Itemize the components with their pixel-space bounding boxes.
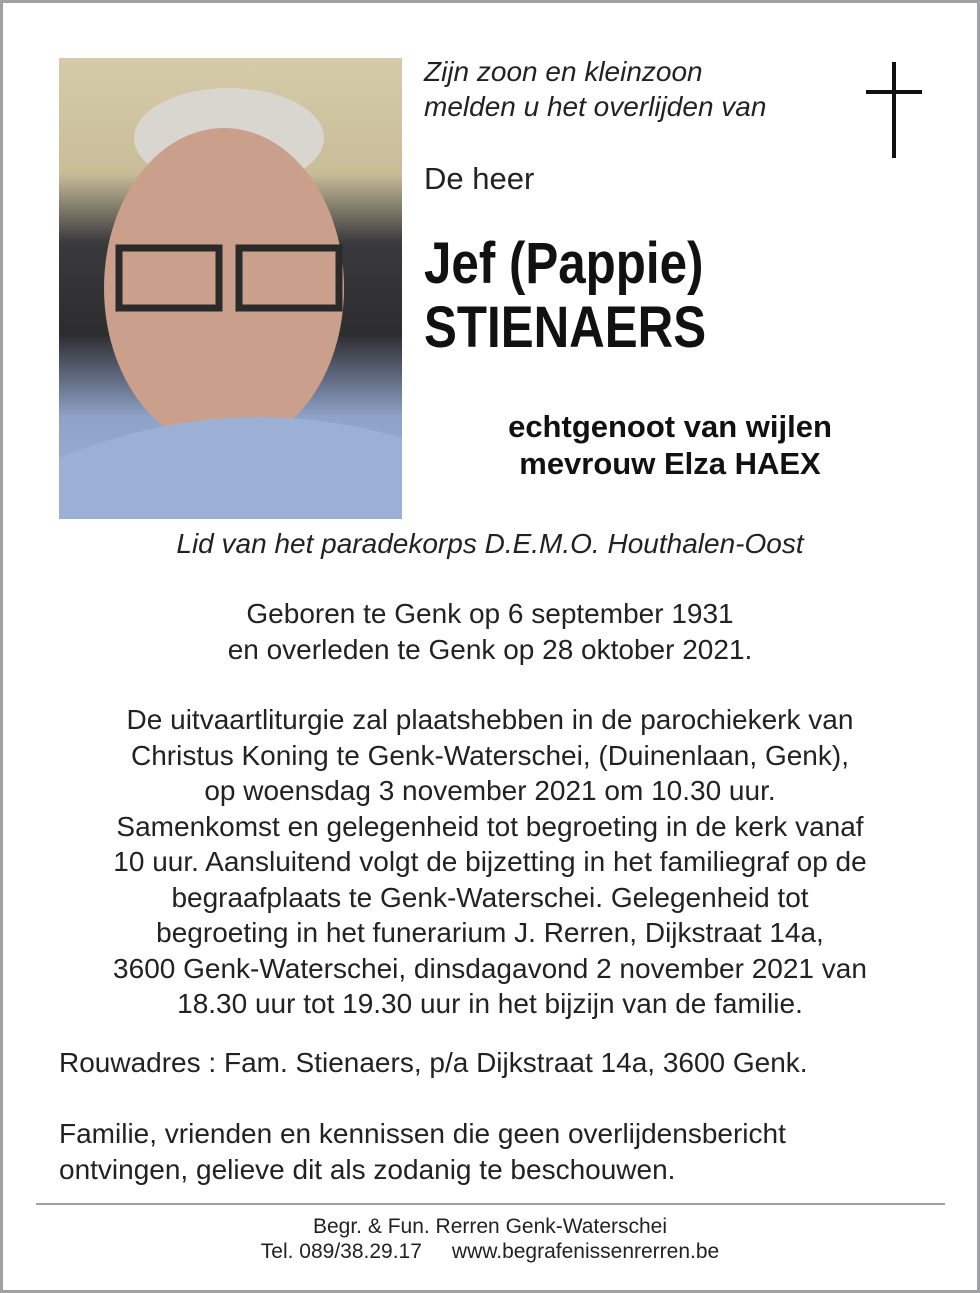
notice-line: Familie, vrienden en kennissen die geen overlijdensbericht [59, 1118, 786, 1149]
spouse-info [450, 408, 890, 482]
honorific: De heer [424, 161, 535, 196]
deceased-name [424, 232, 706, 360]
intro-line: Zijn zoon en kleinzoon [424, 56, 703, 87]
death-line: en overleden te Genk op 28 oktober 2021. [227, 633, 753, 665]
ceremony-line: op woensdag 3 november 2021 om 10.30 uur. [204, 775, 776, 806]
ceremony-line: begroeting in het funerarium J. Rerren, Dijkstraat 14a, [156, 917, 824, 948]
ceremony-line: Samenkomst en gelegenheid tot begroeting in de kerk vanaf [116, 810, 864, 842]
intro-text [424, 54, 766, 124]
spouse-line: mevrouw Elza HAEX [519, 446, 821, 481]
ceremony-line: begraafplaats te Genk-Waterschei. Gelegenheid tot [171, 881, 809, 913]
ceremony-details [40, 702, 940, 1022]
funeral-home-name: Begr. & Fun. Rerren Genk-Waterschei [312, 1215, 668, 1238]
dates [40, 596, 940, 667]
mourning-address: Rouwadres : Fam. Stienaers, p/a Dijkstraat 14a, 3600 Genk. [59, 1047, 808, 1078]
notice-line: ontvingen, gelieve dit als zodanig te beschouwen. [59, 1153, 676, 1185]
portrait-photo [59, 58, 402, 519]
spouse-line: echtgenoot van wijlen [508, 409, 832, 444]
first-name: Jef (Pappie) [424, 231, 704, 296]
notice [59, 1116, 786, 1187]
ceremony-line: 18.30 uur tot 19.30 uur in het bijzijn van de familie. [177, 988, 803, 1019]
intro-line: melden u het overlijden van [424, 91, 767, 122]
cross-icon [866, 62, 922, 158]
divider [36, 1203, 945, 1205]
footer [40, 1214, 940, 1264]
phone: Tel. 089/38.29.17 [260, 1240, 422, 1263]
birth-line: Geboren te Genk op 6 september 1931 [246, 598, 734, 629]
ceremony-line: 10 uur. Aansluitend volgt de bijzetting in het familiegraf op de [113, 846, 867, 877]
website-link[interactable]: www.begrafenissenrerren.be [451, 1240, 720, 1263]
last-name: STIENAERS [424, 295, 707, 360]
membership: Lid van het paradekorps D.E.M.O. Houthalen-Oost [176, 528, 804, 559]
ceremony-line: De uitvaartliturgie zal plaatshebben in de parochiekerk van [126, 704, 854, 735]
ceremony-line: Christus Koning te Genk-Waterschei, (Duinenlaan, Genk), [131, 739, 849, 771]
ceremony-line: 3600 Genk-Waterschei, dinsdagavond 2 november 2021 van [113, 952, 867, 984]
